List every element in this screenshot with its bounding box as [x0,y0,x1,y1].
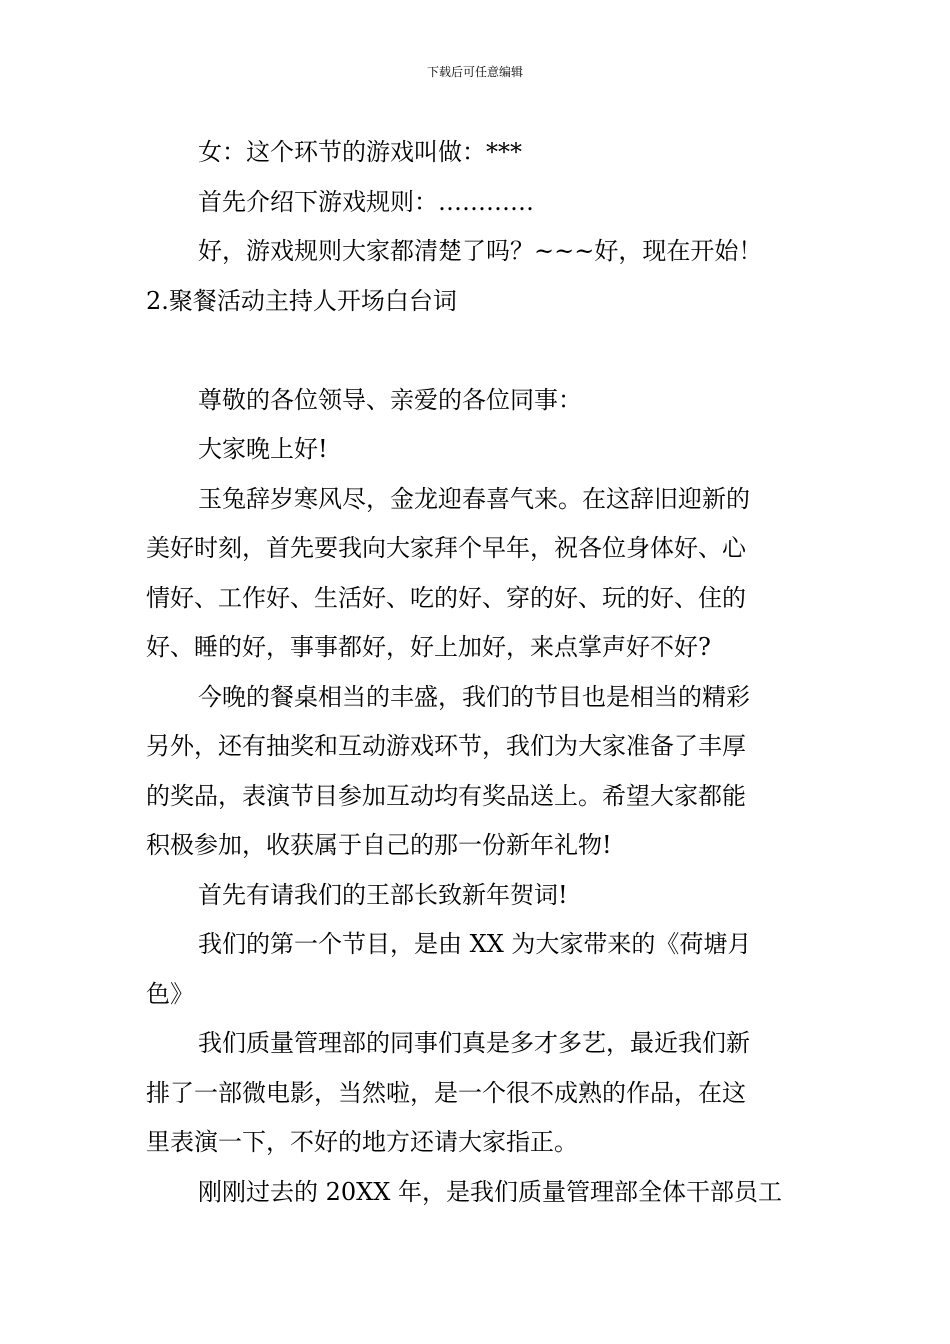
text-line: 我们质量管理部的同事们真是多才多艺，最近我们新 [198,1029,750,1057]
text-line: 好、睡的好，事事都好，好上加好，来点掌声好不好? [146,633,711,661]
page-header-note: 下载后可任意编辑 [426,65,523,79]
document-body [146,128,806,1217]
text-line: 今晚的餐桌相当的丰盛，我们的节目也是相当的精彩 [198,682,750,711]
text-line: 排了一部微电影，当然啦，是一个很不成熟的作品，在这 [146,1078,746,1107]
text-line: 里表演一下，不好的地方还请大家指正。 [146,1128,578,1156]
text-line: 的奖品，表演节目参加互动均有奖品送上。希望大家都能 [146,781,746,810]
text-line: 积极参加，收获属于自己的那一份新年礼物! [146,831,612,859]
text-line: 美好时刻，首先要我向大家拜个早年，祝各位身体好、心 [146,534,746,562]
text-line: 另外，还有抽奖和互动游戏环节，我们为大家准备了丰厚 [146,732,746,760]
text-line: 我们的第一个节目，是由 XX 为大家带来的《荷塘月 [198,930,752,958]
text-line: 首先介绍下游戏规则：………… [198,187,534,216]
text-line: 大家晚上好! [198,435,328,463]
blank-line [146,326,806,376]
text-line: 情好、工作好、生活好、吃的好、穿的好、玩的好、住的 [146,583,746,612]
text-line: 好，游戏规则大家都清楚了吗？~~~好，现在开始！ [198,237,763,265]
text-line: 玉兔辞岁寒风尽，金龙迎春喜气来。在这辞旧迎新的 [198,484,750,513]
text-line: 首先有请我们的王部长致新年贺词! [198,880,568,909]
text-line: 刚刚过去的 20XX 年，是我们质量管理部全体干部员工 [198,1177,782,1206]
text-line: 色》 [146,979,194,1008]
section-title: 2.聚餐活动主持人开场白台词 [146,286,457,315]
text-line: 尊敬的各位领导、亲爱的各位同事： [198,385,582,414]
text-line: 女：这个环节的游戏叫做：*** [198,138,522,166]
